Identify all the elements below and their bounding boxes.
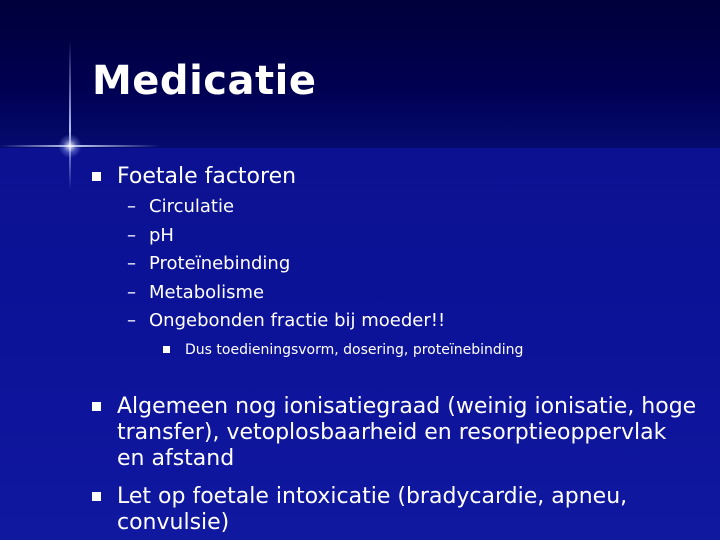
- sub-item-text: Metabolisme: [149, 282, 265, 303]
- bullet-text: Foetale factoren: [117, 164, 297, 189]
- square-bullet-icon: [92, 402, 101, 411]
- slide-title: Medicatie: [92, 58, 317, 104]
- square-bullet-icon: [163, 346, 170, 353]
- sub-item-text: Circulatie: [149, 196, 235, 217]
- bullet-text: Algemeen nog ionisatiegraad (weinig ionisatie, hoge transfer), vetoplosbaarheid en resorptieoppervlak en afstand: [117, 394, 697, 471]
- sub-sub-item-text: Dus toedieningsvorm, dosering, proteïnebinding: [185, 342, 524, 358]
- dash-bullet-icon: –: [127, 225, 136, 246]
- dash-bullet-icon: –: [127, 196, 136, 217]
- sub-item-text: Ongebonden fractie bij moeder!!: [149, 310, 446, 331]
- square-bullet-icon: [92, 492, 101, 501]
- glint-vertical: [69, 40, 71, 190]
- dash-bullet-icon: –: [127, 282, 136, 303]
- square-bullet-icon: [92, 172, 101, 181]
- dash-bullet-icon: –: [127, 310, 136, 331]
- glint-core: [58, 134, 82, 158]
- dash-bullet-icon: –: [127, 253, 136, 274]
- bullet-text: Let op foetale intoxicatie (bradycardie, apneu, convulsie): [117, 484, 628, 535]
- sub-item-text: pH: [149, 225, 174, 246]
- sub-item-text: Proteïnebinding: [149, 253, 291, 274]
